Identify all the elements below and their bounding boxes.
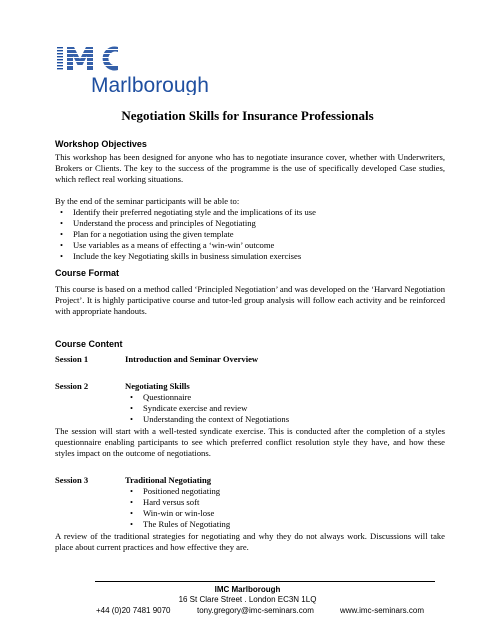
list-item: • Use variables as a means of effecting a ‘win-win’ outcome bbox=[58, 240, 316, 251]
list-item: • Plan for a negotiation using the given template bbox=[58, 229, 316, 240]
footer-phone: +44 (0)20 7481 9070 bbox=[96, 606, 171, 615]
footer-company: IMC Marlborough bbox=[214, 585, 281, 594]
page-title: Negotiation Skills for Insurance Professionals bbox=[121, 108, 374, 123]
session-1-title: Introduction and Seminar Overview bbox=[125, 354, 259, 364]
objectives-lead: By the end of the seminar participants will be able to: bbox=[55, 196, 240, 206]
list-item: • Identify their preferred negotiating style and the implications of its use bbox=[58, 207, 316, 218]
footer-divider bbox=[95, 581, 435, 582]
objectives-intro: This workshop has been designed for anyone who has to negotiate insurance cover, whether with Underwriters, Brokers or Clients. The key to the success of the programme is the use of specifically developed Case studies, which reflect real working situations. bbox=[55, 152, 445, 184]
session-1-label: Session 1 bbox=[55, 354, 89, 364]
list-item: • The Rules of Negotiating bbox=[128, 519, 230, 530]
footer-email[interactable]: tony.gregory@imc-seminars.com bbox=[197, 606, 314, 615]
list-item: • Understanding the context of Negotiations bbox=[128, 414, 289, 425]
logo-name: Marlborough bbox=[91, 74, 209, 95]
session-3-list bbox=[128, 486, 230, 530]
imc-marlborough-logo bbox=[55, 45, 215, 95]
objectives-list bbox=[58, 207, 316, 262]
list-item: • Hard versus soft bbox=[128, 497, 230, 508]
session-2-title: Negotiating Skills bbox=[125, 381, 190, 391]
session-2-text: The session will start with a well-tested syndicate exercise. This is conducted after the completion of a styles questionnaire enabling participants to see which preferred conflict resolution style they have, and how these styles impact on the outcome of negotiations. bbox=[55, 426, 445, 458]
footer-website[interactable]: www.imc-seminars.com bbox=[340, 606, 425, 615]
session-2-list bbox=[128, 392, 289, 425]
session-3-title: Traditional Negotiating bbox=[125, 475, 212, 485]
list-item: • Win-win or win-lose bbox=[128, 508, 230, 519]
session-3-label: Session 3 bbox=[55, 475, 89, 485]
session-2-label: Session 2 bbox=[55, 381, 89, 391]
objectives-heading: Workshop Objectives bbox=[55, 139, 147, 149]
list-item: • Positioned negotiating bbox=[128, 486, 230, 497]
format-text: This course is based on a method called ‘Principled Negotiation’ and was developed on the ‘Harvard Negotiation Project’. It is highly participative course and tutor-led group analysis will follow each activity and be reinforced with appropriate handouts. bbox=[55, 284, 445, 316]
format-heading: Course Format bbox=[55, 268, 120, 278]
list-item: • Questionnaire bbox=[128, 392, 289, 403]
content-heading: Course Content bbox=[55, 339, 123, 349]
list-item: • Syndicate exercise and review bbox=[128, 403, 289, 414]
footer-address: 16 St Clare Street . London EC3N 1LQ bbox=[178, 595, 317, 604]
session-3-text: A review of the traditional strategies for negotiating and why they do not always work. Discussions will take place about current practices and how effective they are. bbox=[55, 531, 445, 552]
list-item: • Include the key Negotiating skills in business simulation exercises bbox=[58, 251, 316, 262]
list-item: • Understand the process and principles of Negotiating bbox=[58, 218, 316, 229]
